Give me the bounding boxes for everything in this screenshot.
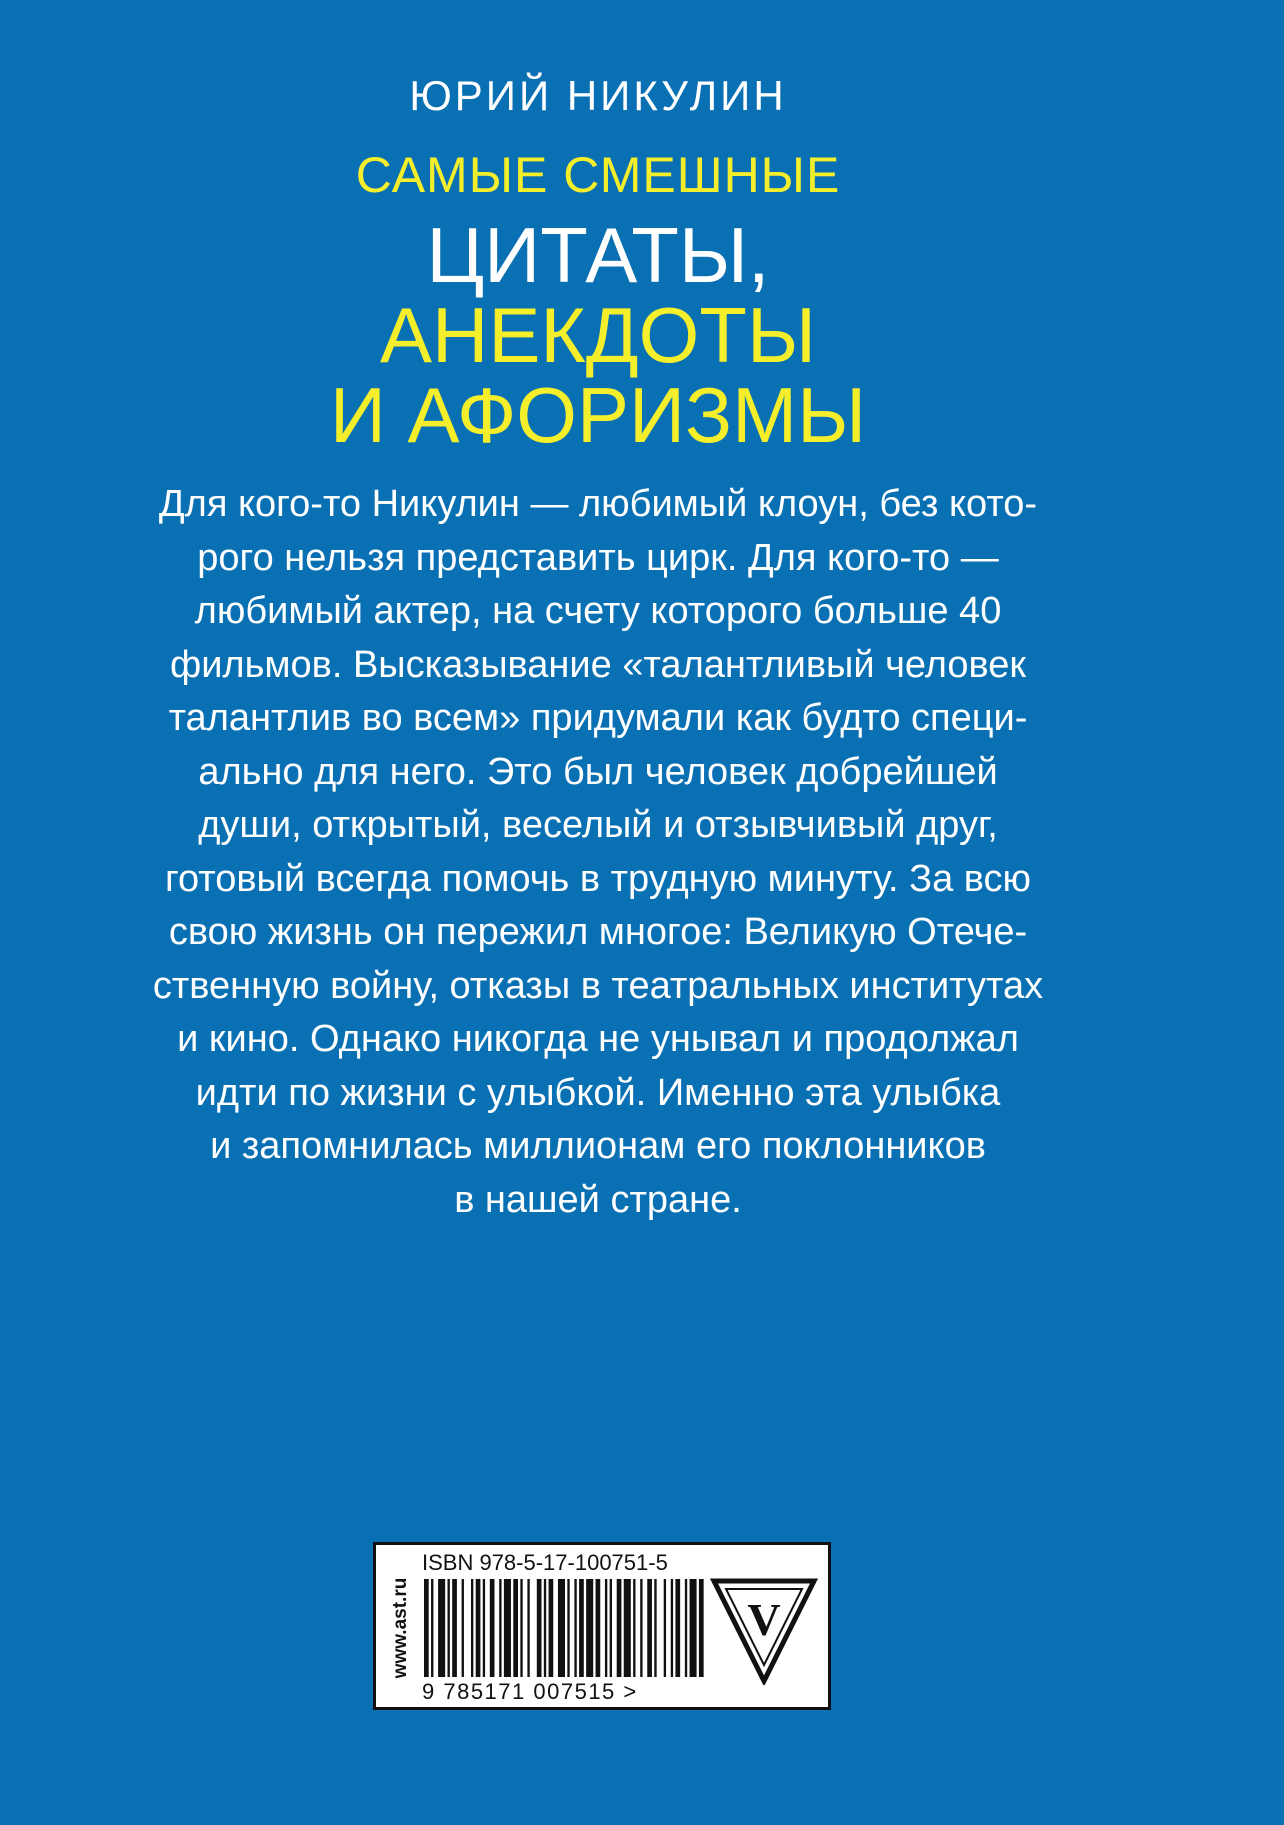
description-line: в нашей стране. <box>454 1178 742 1221</box>
description-line: и запомнилась миллионам его поклонников <box>210 1125 986 1167</box>
author-name: ЮРИЙ НИКУЛИН <box>409 72 787 119</box>
logo-letter: V <box>747 1594 781 1645</box>
title-line-2: ЦИТАТЫ, <box>426 211 770 299</box>
book-description <box>110 478 1086 1227</box>
title-line-1: САМЫЕ СМЕШНЫЕ <box>355 147 841 203</box>
description-line: ственную войну, отказы в театральных институтах <box>152 964 1044 1007</box>
description-line: талантлив во всем» придумали как будто специ- <box>168 697 1028 739</box>
description-line: фильмов. Высказывание «талантливый человек <box>169 643 1027 686</box>
isbn-barcode-box <box>373 1542 831 1710</box>
isbn-number: ISBN 978-5-17-100751-5 <box>422 1550 668 1575</box>
publisher-logo-icon <box>710 1573 818 1685</box>
publisher-site <box>384 1555 418 1701</box>
description-line: рого нельзя представить цирк. Для кого-то — <box>197 536 999 579</box>
description-line: Для кого-то Никулин — любимый клоун, без кото- <box>158 483 1038 525</box>
description-line: свою жизнь он пережил многое: Великую Отече- <box>168 911 1028 953</box>
description-line: идти по жизни с улыбкой. Именно эта улыбка <box>195 1071 1001 1114</box>
description-line: любимый актер, на счету которого больше 40 <box>194 590 1002 632</box>
title-line-4: И АФОРИЗМЫ <box>329 371 867 459</box>
publisher-site-text: www.ast.ru <box>390 1577 411 1679</box>
description-line: готовый всегда помочь в трудную минуту. За всю <box>164 857 1032 900</box>
barcode-icon <box>424 1579 706 1677</box>
barcode-digits: 9 785171 007515 > <box>422 1679 638 1704</box>
description-line: души, открытый, веселый и отзывчивый друг, <box>198 804 998 846</box>
title-line-3: АНЕКДОТЫ <box>379 291 816 379</box>
description-line: ально для него. Это был человек добрейшей <box>198 750 998 793</box>
description-line: и кино. Однако никогда не унывал и продолжал <box>177 1018 1019 1060</box>
